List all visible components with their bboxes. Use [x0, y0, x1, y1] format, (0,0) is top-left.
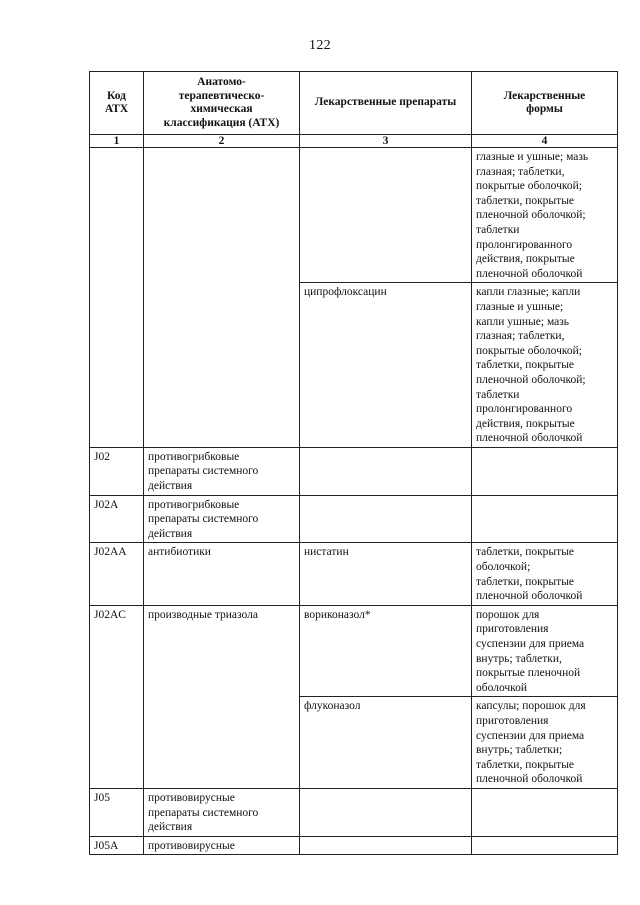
table-row — [90, 836, 618, 855]
code-cell: J02AC — [90, 605, 144, 788]
drug-cell — [300, 148, 472, 283]
drug-cell — [300, 495, 472, 543]
classification-cell: противогрибковые препараты системного действия — [144, 495, 300, 543]
drug-cell: нистатин — [300, 543, 472, 605]
drug-cell — [300, 788, 472, 836]
forms-cell: глазные и ушные; мазь глазная; таблетки, покрытые оболочкой; таблетки, покрытые пленочной оболочкой; таблетки пролонгированного действия, покрытые пленочной оболочкой — [472, 148, 618, 283]
atc-drug-table — [89, 71, 618, 855]
classification-cell: противовирусные препараты системного действия — [144, 788, 300, 836]
forms-cell — [472, 836, 618, 855]
code-cell: J02 — [90, 447, 144, 495]
classification-cell — [144, 148, 300, 448]
column-number-row — [90, 135, 618, 148]
classification-cell: производные триазола — [144, 605, 300, 788]
classification-cell: противовирусные — [144, 836, 300, 855]
code-cell: J05A — [90, 836, 144, 855]
drug-cell: вориконазол* — [300, 605, 472, 697]
code-cell: J02A — [90, 495, 144, 543]
drug-cell — [300, 836, 472, 855]
column-number: 4 — [472, 135, 618, 148]
drug-cell: ципрофлоксацин — [300, 283, 472, 448]
drug-cell — [300, 447, 472, 495]
forms-cell — [472, 495, 618, 543]
table-row — [90, 447, 618, 495]
table-row — [90, 788, 618, 836]
column-number: 3 — [300, 135, 472, 148]
column-number: 1 — [90, 135, 144, 148]
forms-cell — [472, 447, 618, 495]
header-row — [90, 72, 618, 135]
header-classification: Анатомо- терапевтическо- химическая классификация (АТХ) — [144, 72, 300, 135]
header-forms: Лекарственные формы — [472, 72, 618, 135]
classification-cell: противогрибковые препараты системного действия — [144, 447, 300, 495]
forms-cell: таблетки, покрытые оболочкой; таблетки, покрытые пленочной оболочкой — [472, 543, 618, 605]
header-code: Код АТХ — [90, 72, 144, 135]
forms-cell — [472, 788, 618, 836]
drug-cell: флуконазол — [300, 697, 472, 789]
code-cell — [90, 148, 144, 448]
forms-cell: капсулы; порошок для приготовления суспензии для приема внутрь; таблетки; таблетки, покрытые пленочной оболочкой — [472, 697, 618, 789]
classification-cell: антибиотики — [144, 543, 300, 605]
table-row — [90, 148, 618, 283]
forms-cell: капли глазные; капли глазные и ушные; капли ушные; мазь глазная; таблетки, покрытые оболочкой; таблетки, покрытые пленочной оболочкой; таблетки пролонгированного действия, покрытые пленочной оболочкой — [472, 283, 618, 448]
header-drugs: Лекарственные препараты — [300, 72, 472, 135]
page-number: 122 — [309, 38, 331, 53]
code-cell: J05 — [90, 788, 144, 836]
table-row — [90, 543, 618, 605]
forms-cell: порошок для приготовления суспензии для приема внутрь; таблетки, покрытые пленочной оболочкой — [472, 605, 618, 697]
table-row — [90, 495, 618, 543]
column-number: 2 — [144, 135, 300, 148]
code-cell: J02AA — [90, 543, 144, 605]
table-row — [90, 605, 618, 697]
